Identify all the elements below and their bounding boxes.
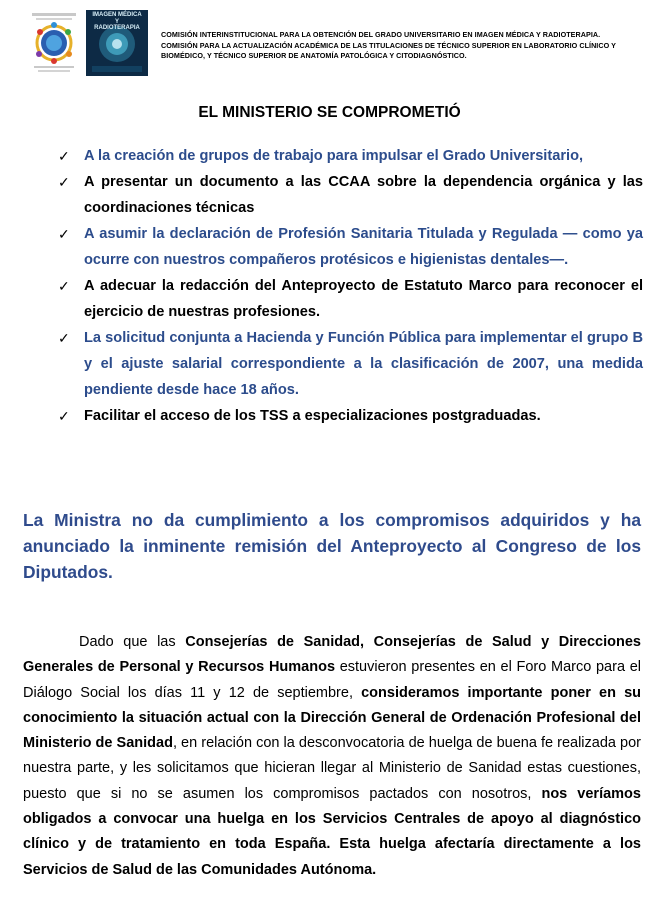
- paragraph-text: , en relación con la desconvocatoria de huelga de buena fe realizada por nuestra parte, y les solicitamos que hicieran llegar al Ministerio de Sanidad estas cuestiones, puesto que si no se asumen los compromisos pactados con nosotros,: [23, 735, 641, 802]
- commitment-text: A la creación de grupos de trabajo para impulsar el Grado Universitario,: [84, 148, 584, 164]
- list-item: [58, 325, 643, 403]
- checkmark-icon: ✓: [58, 278, 70, 294]
- header-line: COMISIÓN INTERINSTITUCIONAL PARA LA OBTENCIÓN DEL GRADO UNIVERSITARIO EN IMAGEN MÉDICA Y RADIOTERAPIA.: [161, 30, 601, 39]
- header-line: BIOMÉDICO, Y TÉCNICO SUPERIOR DE ANATOMÍA PATOLÓGICA Y CITODIAGNÓSTICO.: [161, 51, 467, 60]
- header-line: COMISIÓN PARA LA ACTUALIZACIÓN ACADÉMICA DE LAS TITULACIONES DE TÉCNICO SUPERIOR EN LABORATORIO CLÍNICO Y: [161, 40, 616, 50]
- paragraph-text: estuvieron presentes en el Foro Marco para el Diálogo Social los días 11 y 12 de septiembre,: [23, 659, 641, 701]
- list-item: [58, 403, 643, 429]
- checkmark-icon: ✓: [58, 408, 70, 424]
- list-item: [58, 273, 643, 325]
- imagen-medica-logo: [86, 10, 148, 76]
- checkmark-icon: ✓: [58, 330, 70, 346]
- letterhead: [28, 10, 648, 80]
- checkmark-icon: ✓: [58, 226, 70, 242]
- page-title: EL MINISTERIO SE COMPROMETIÓ: [198, 104, 461, 121]
- paragraph-bold-text: nos veríamos obligados a convocar una huelga en los Servicios Centrales de apoyo al diagnóstico clínico y de tratamiento en toda España. Esta huelga afectaría directamente a los Servicios de Salud de las Comunidades Autónoma.: [23, 785, 641, 878]
- checkmark-icon: ✓: [58, 148, 70, 164]
- paragraph-bold-text: Consejerías de Sanidad, Consejerías de Salud y Direcciones Generales de Personal y Recursos Humanos: [23, 634, 641, 676]
- commitment-text: A presentar un documento a las CCAA sobre la dependencia orgánica y las coordinaciones técnicas: [84, 174, 643, 216]
- commitments-list: [58, 143, 643, 429]
- commitment-text: A adecuar la redacción del Anteproyecto de Estatuto Marco para reconocer el ejercicio de nuestras profesiones.: [84, 278, 643, 320]
- paragraph-bold-text: consideramos importante poner en su conocimiento la situación actual con la Dirección General de Ordenación Profesional del Ministerio de Sanidad: [23, 684, 641, 752]
- logo2-text-line: RADIOTERAPIA: [94, 25, 140, 31]
- list-item: [58, 221, 643, 273]
- checkmark-icon: ✓: [58, 174, 70, 190]
- header-text: [161, 30, 659, 62]
- paragraph-text: Dado que las: [79, 634, 186, 650]
- list-item: [58, 169, 643, 221]
- minister-statement: La Ministra no da cumplimiento a los compromisos adquiridos y ha anunciado la inminente remisión del Anteproyecto al Congreso de los Diputados.: [23, 510, 641, 582]
- commitment-text: Facilitar el acceso de los TSS a especializaciones postgraduadas.: [84, 408, 541, 424]
- logo2-text-line: Y: [114, 18, 119, 25]
- commission-logo: [28, 10, 80, 76]
- commitment-text: La solicitud conjunta a Hacienda y Función Pública para implementar el grupo B y el ajuste salarial correspondiente a la clasificación de 2007, una medida pendiente desde hace 18 años.: [84, 330, 643, 398]
- list-item: [58, 143, 643, 169]
- body-paragraph: [23, 630, 641, 883]
- logo2-text-line: IMAGEN MÉDICA: [92, 12, 142, 18]
- commitment-text: A asumir la declaración de Profesión Sanitaria Titulada y Regulada — como ya ocurre con nuestros compañeros protésicos e higienistas dentales—.: [84, 226, 643, 268]
